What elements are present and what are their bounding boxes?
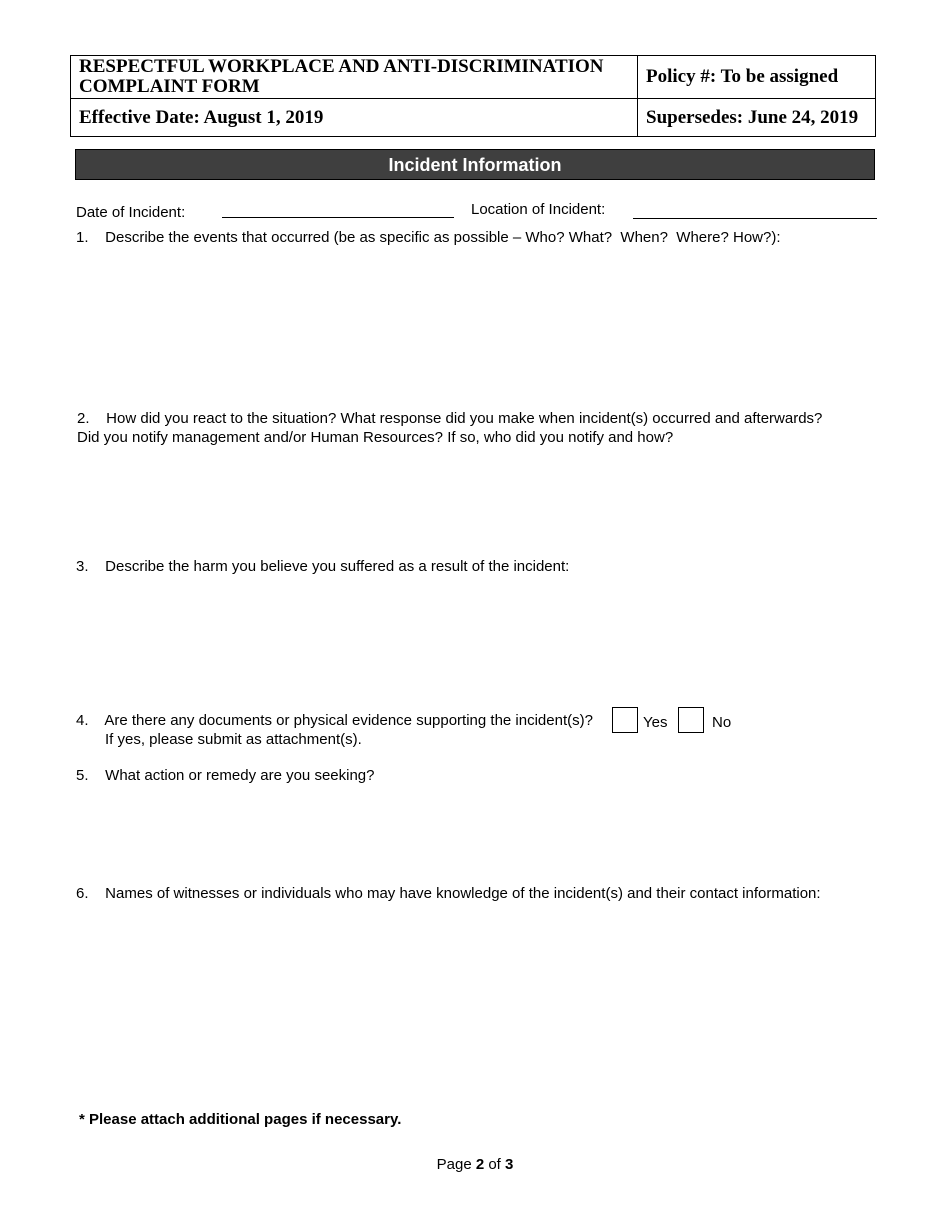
question-5: 5. What action or remedy are you seeking? — [76, 767, 375, 784]
page-prefix: Page — [436, 1156, 476, 1173]
question-2: 2. How did you react to the situation? What response did you make when incident(s) occurred and afterwards? Did you notify management and/or Human Resources? If so, who did you notify and how? — [77, 410, 827, 446]
yes-label: Yes — [643, 714, 668, 731]
page-total: 3 — [505, 1156, 514, 1173]
page-of: of — [484, 1156, 506, 1173]
policy-number: Policy #: To be assigned — [638, 56, 876, 99]
page-current: 2 — [475, 1156, 485, 1173]
location-input[interactable] — [633, 218, 877, 219]
question-6: 6. Names of witnesses or individuals who may have knowledge of the incident(s) and their contact information: — [76, 885, 821, 902]
question-3: 3. Describe the harm you believe you suffered as a result of the incident: — [76, 558, 570, 575]
answer-5-area[interactable] — [76, 792, 876, 877]
supersedes-date: Supersedes: June 24, 2019 — [638, 99, 876, 137]
question-1: 1. Describe the events that occurred (be as specific as possible – Who? What? When? Where? How?): — [76, 229, 781, 246]
section-title: Incident Information — [75, 149, 875, 180]
no-checkbox[interactable] — [678, 707, 704, 733]
attach-note: * Please attach additional pages if necessary. — [79, 1111, 402, 1128]
effective-date: Effective Date: August 1, 2019 — [71, 99, 638, 137]
no-label: No — [712, 714, 732, 731]
answer-6-area[interactable] — [76, 910, 876, 1095]
question-4-note: If yes, please submit as attachment(s). — [105, 731, 362, 748]
date-label: Date of Incident: — [76, 204, 186, 221]
answer-3-area[interactable] — [76, 582, 876, 697]
form-title: RESPECTFUL WORKPLACE AND ANTI-DISCRIMINATION COMPLAINT FORM — [71, 56, 638, 99]
answer-2-area[interactable] — [76, 452, 876, 552]
date-input[interactable] — [222, 217, 454, 218]
question-4: 4. Are there any documents or physical evidence supporting the incident(s)? — [76, 712, 593, 729]
location-label: Location of Incident: — [471, 201, 606, 218]
header-table — [70, 55, 876, 137]
yes-checkbox[interactable] — [612, 707, 638, 733]
page-number — [0, 1156, 950, 1173]
answer-1-area[interactable] — [76, 255, 876, 395]
